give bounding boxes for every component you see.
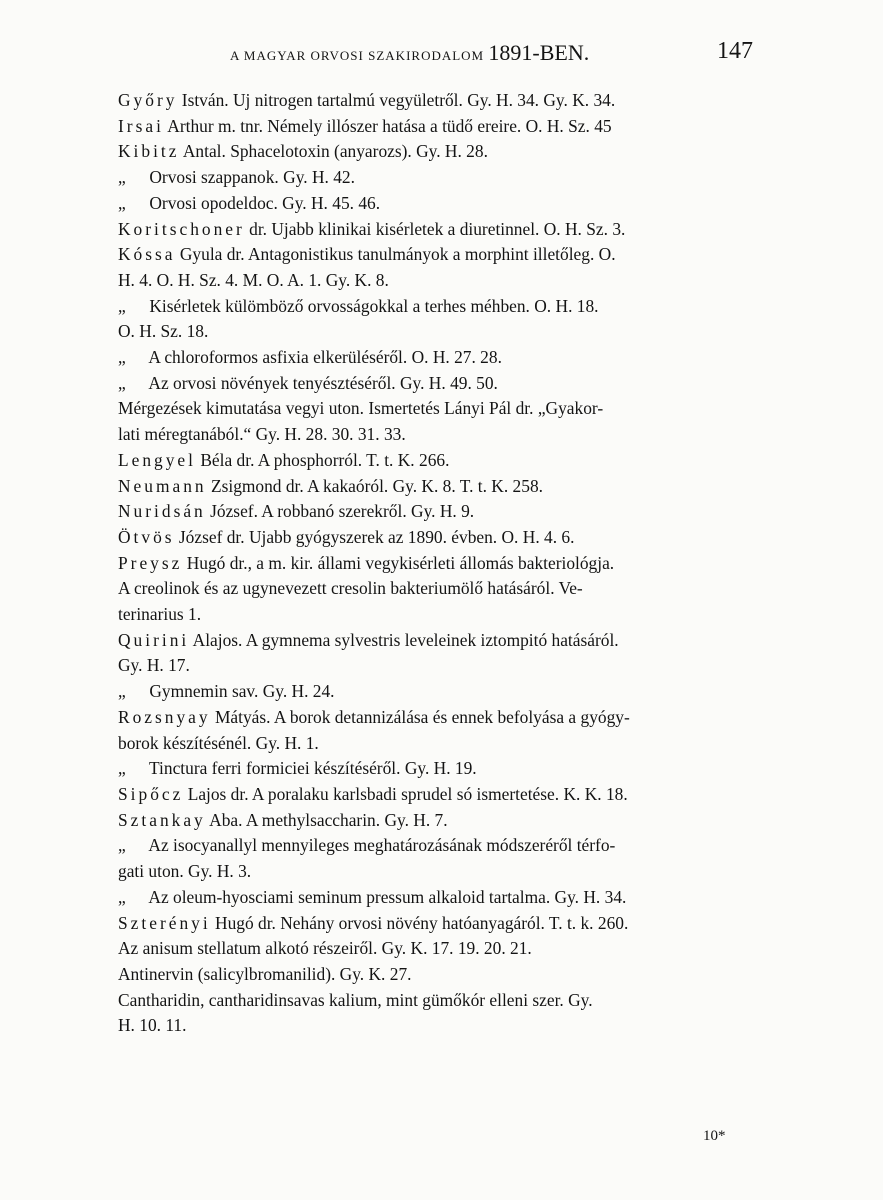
bibliography-entry bbox=[118, 833, 758, 884]
entry-text: Cantharidin, cantharidinsavas kalium, mint gümőkór elleni szer. Gy. bbox=[118, 989, 593, 1010]
author-surname: Quirini bbox=[118, 629, 190, 650]
ditto-mark: „ bbox=[118, 295, 126, 316]
bibliography-entry bbox=[118, 911, 758, 937]
entry-text: Az isocyanallyl mennyileges meghatározásának módszeréről térfo- bbox=[145, 835, 616, 856]
entry-text: Hugó dr. Nehány orvosi növény hatóanyagáról. T. t. k. 260. bbox=[210, 912, 629, 933]
entry-continuation: H. 10. 11. bbox=[118, 1015, 187, 1036]
entry-text: József. A robbanó szerekről. Gy. H. 9. bbox=[205, 501, 475, 522]
page-number: 147 bbox=[717, 38, 753, 64]
entry-continuation: lati méregtanából.“ Gy. H. 28. 30. 31. 33. bbox=[118, 424, 406, 445]
entry-text: Orvosi opodeldoc. Gy. H. 45. 46. bbox=[145, 192, 381, 213]
running-title: A MAGYAR ORVOSI SZAKIRODALOM bbox=[230, 48, 485, 63]
author-surname: Kóssa bbox=[118, 244, 176, 265]
author-surname: Nuridsán bbox=[118, 501, 206, 522]
bibliography-list bbox=[118, 88, 758, 1039]
running-title-year: 1891-BEN. bbox=[488, 40, 590, 65]
entry-text: István. Uj nitrogen tartalmú vegyületről. Gy. H. 34. Gy. K. 34. bbox=[177, 90, 616, 110]
bibliography-entry bbox=[118, 499, 758, 525]
author-surname: Lengyel bbox=[118, 449, 196, 470]
author-surname: Sztankay bbox=[118, 809, 206, 830]
ditto-mark: „ bbox=[118, 886, 126, 907]
ditto-mark: „ bbox=[118, 681, 126, 702]
bibliography-entry bbox=[118, 88, 758, 114]
bibliography-entry bbox=[118, 628, 758, 679]
author-surname: Kibitz bbox=[118, 141, 180, 162]
author-surname: Szterényi bbox=[118, 912, 211, 933]
entry-text: Arthur m. tnr. Némely illószer hatása a tüdő ereire. O. H. Sz. 45 bbox=[163, 115, 612, 136]
bibliography-entry bbox=[118, 705, 758, 756]
entry-text: Aba. A methylsaccharin. Gy. H. 7. bbox=[205, 809, 448, 830]
entry-text: József dr. Ujabb gyógyszerek az 1890. évben. O. H. 4. 6. bbox=[174, 526, 575, 547]
entry-text: Az orvosi növények tenyésztéséről. Gy. H. 49. 50. bbox=[145, 372, 498, 393]
bibliography-entry bbox=[118, 936, 758, 962]
entry-text: Tinctura ferri formiciei készítéséről. Gy. H. 19. bbox=[145, 758, 477, 779]
ditto-mark: „ bbox=[118, 758, 126, 779]
entry-text: Gymnemin sav. Gy. H. 24. bbox=[145, 681, 335, 702]
bibliography-entry bbox=[118, 139, 758, 165]
bibliography-entry bbox=[118, 474, 758, 500]
author-surname: Neumann bbox=[118, 475, 207, 496]
author-surname: Ötvös bbox=[118, 526, 175, 547]
entry-continuation: borok készítésénél. Gy. H. 1. bbox=[118, 732, 319, 753]
running-header bbox=[230, 40, 589, 66]
bibliography-entry bbox=[118, 448, 758, 474]
entry-text: Gyula dr. Antagonistikus tanulmányok a morphint illetőleg. O. bbox=[175, 244, 616, 265]
entry-text: Béla dr. A phosphorról. T. t. K. 266. bbox=[195, 449, 450, 470]
bibliography-entry bbox=[118, 114, 758, 140]
bibliography-entry bbox=[118, 525, 758, 551]
bibliography-entry bbox=[118, 242, 758, 293]
author-surname: Koritschoner bbox=[118, 218, 245, 239]
signature-mark: 10* bbox=[703, 1128, 726, 1144]
entry-text: Antal. Sphacelotoxin (anyarozs). Gy. H. 28. bbox=[179, 141, 488, 162]
entry-text: Mátyás. A borok detannizálása és ennek befolyása a gyógy- bbox=[210, 706, 630, 727]
author-surname: Győry bbox=[118, 90, 178, 110]
bibliography-entry bbox=[118, 782, 758, 808]
ditto-mark: „ bbox=[118, 372, 126, 393]
author-surname: Irsai bbox=[118, 115, 164, 136]
entry-continuation: A creolinok és az ugynevezett cresolin bakteriumölő hatásáról. Ve- bbox=[118, 578, 583, 599]
ditto-mark: „ bbox=[118, 192, 126, 213]
bibliography-entry bbox=[118, 165, 758, 191]
entry-text: A chloroformos asfixia elkerüléséről. O. H. 27. 28. bbox=[145, 347, 502, 368]
ditto-mark: „ bbox=[118, 835, 126, 856]
author-surname: Sipőcz bbox=[118, 783, 184, 804]
entry-text: Az anisum stellatum alkotó részeiről. Gy. K. 17. 19. 20. 21. bbox=[118, 938, 532, 959]
entry-text: Kisérletek külömböző orvosságokkal a terhes méhben. O. H. 18. bbox=[145, 295, 599, 316]
bibliography-entry bbox=[118, 396, 758, 447]
ditto-mark: „ bbox=[118, 347, 126, 368]
bibliography-entry bbox=[118, 885, 758, 911]
bibliography-entry bbox=[118, 217, 758, 243]
entry-text: Antinervin (salicylbromanilid). Gy. K. 27. bbox=[118, 963, 412, 984]
bibliography-entry bbox=[118, 988, 758, 1039]
entry-text: Az oleum-hyosciami seminum pressum alkaloid tartalma. Gy. H. 34. bbox=[145, 886, 627, 907]
bibliography-entry bbox=[118, 345, 758, 371]
author-surname: Preysz bbox=[118, 552, 183, 573]
entry-text: Alajos. A gymnema sylvestris leveleinek iztompitó hatásáról. bbox=[189, 629, 619, 650]
bibliography-entry bbox=[118, 191, 758, 217]
entry-text: Orvosi szappanok. Gy. H. 42. bbox=[145, 167, 355, 188]
bibliography-entry bbox=[118, 551, 758, 628]
entry-continuation: Gy. H. 17. bbox=[118, 655, 190, 676]
bibliography-entry bbox=[118, 294, 758, 345]
entry-text: Mérgezések kimutatása vegyi uton. Ismertetés Lányi Pál dr. „Gyakor- bbox=[118, 398, 604, 419]
entry-text: Lajos dr. A poralaku karlsbadi sprudel só ismertetése. K. K. 18. bbox=[183, 783, 628, 804]
entry-continuation: terinarius 1. bbox=[118, 604, 202, 625]
ditto-mark: „ bbox=[118, 167, 126, 188]
author-surname: Rozsnyay bbox=[118, 706, 211, 727]
entry-text: Zsigmond dr. A kakaóról. Gy. K. 8. T. t. K. 258. bbox=[206, 475, 543, 496]
bibliography-entry bbox=[118, 808, 758, 834]
bibliography-entry bbox=[118, 962, 758, 988]
entry-text: dr. Ujabb klinikai kisérletek a diuretinnel. O. H. Sz. 3. bbox=[244, 218, 626, 239]
entry-text: Hugó dr., a m. kir. állami vegykisérleti állomás bakteriológja. bbox=[182, 552, 615, 573]
bibliography-entry bbox=[118, 371, 758, 397]
entry-continuation: gati uton. Gy. H. 3. bbox=[118, 861, 252, 882]
entry-continuation: O. H. Sz. 18. bbox=[118, 321, 209, 342]
bibliography-entry bbox=[118, 756, 758, 782]
entry-continuation: H. 4. O. H. Sz. 4. M. O. A. 1. Gy. K. 8. bbox=[118, 269, 389, 290]
bibliography-entry bbox=[118, 679, 758, 705]
